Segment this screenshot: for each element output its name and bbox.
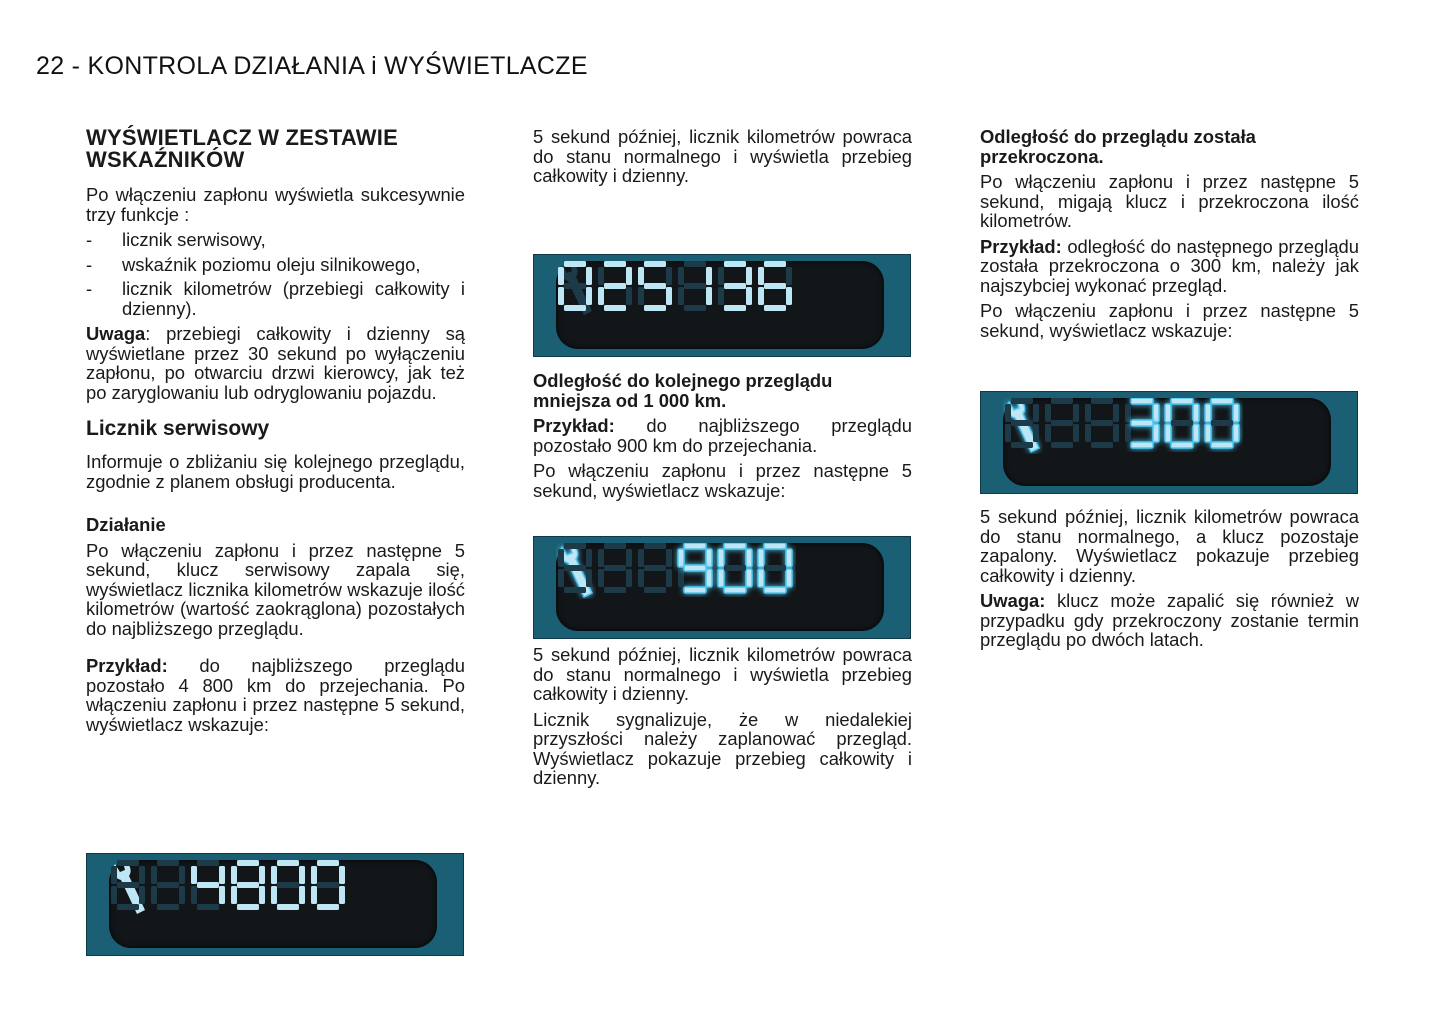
lcd-segment (764, 261, 786, 267)
lcd-digits (556, 543, 796, 597)
example-text: odległość do następnego przeglądu została przekroczona o 300 km, należy jak najszybciej wykonać przegląd. (980, 235, 1359, 296)
lcd-segment (644, 543, 666, 549)
lcd-segment (197, 904, 219, 910)
lcd-digits (1003, 398, 1243, 452)
lcd-segment (764, 543, 786, 549)
lcd-segment (564, 261, 586, 267)
lcd-segment (339, 886, 345, 904)
lcd-segment (1165, 404, 1171, 422)
lcd-segment (197, 882, 219, 888)
lcd-segment (718, 287, 724, 305)
lcd-segment (758, 569, 764, 587)
lcd-segment (317, 882, 339, 888)
lcd-segment (1233, 424, 1239, 442)
example-paragraph (980, 237, 1359, 296)
lcd-segment (706, 267, 712, 285)
lcd-segment (157, 882, 179, 888)
lcd-segment (598, 569, 604, 587)
lcd-segment (638, 287, 644, 305)
odometer-display-300 (980, 391, 1358, 494)
lcd-segment (1051, 442, 1073, 448)
lcd-segment (598, 287, 604, 305)
lcd-segment (644, 587, 666, 593)
lcd-segment (151, 866, 157, 884)
example-label: Przykład: (533, 415, 615, 436)
lcd-segment (684, 587, 706, 593)
lcd-segment (311, 886, 317, 904)
lcd-segment (1171, 442, 1193, 448)
odometer-display-025136 (533, 254, 911, 357)
lcd-segment (259, 866, 265, 884)
lcd-segment (1131, 420, 1153, 426)
lcd-segment (271, 866, 277, 884)
lcd-segment (604, 543, 626, 549)
list-item: - wskaźnik poziomu oleju silnikowego, (86, 255, 465, 275)
lcd-segment (604, 305, 626, 311)
lcd-segment (764, 565, 786, 571)
lcd-segment (299, 866, 305, 884)
column-3 (980, 127, 1359, 346)
odometer-display-4800 (86, 853, 464, 956)
note-label: Uwaga: (980, 590, 1046, 611)
lcd-segment (706, 569, 712, 587)
operation-title: Działanie (86, 514, 166, 535)
lcd-segment (151, 886, 157, 904)
column-2-middle (533, 371, 912, 506)
lcd-segment (684, 543, 706, 549)
section-heading: Odległość do przeglądu została przekroczona. (980, 126, 1256, 167)
lcd-segment (586, 569, 592, 587)
lcd-segment (219, 886, 225, 904)
lcd-screen (556, 543, 884, 631)
lcd-segment (1085, 424, 1091, 442)
lcd-segment (626, 569, 632, 587)
lcd-segment (764, 587, 786, 593)
lcd-segment (746, 287, 752, 305)
lcd-segment (1113, 404, 1119, 422)
lcd-segment (179, 886, 185, 904)
lcd-segment (1073, 404, 1079, 422)
lcd-screen (1003, 398, 1331, 486)
lcd-segment (1211, 420, 1233, 426)
lcd-segment (724, 543, 746, 549)
lcd-segment (191, 866, 197, 884)
lcd-segment (1011, 420, 1033, 426)
lcd-segment (586, 287, 592, 305)
lcd-segment (564, 305, 586, 311)
lcd-segment (598, 267, 604, 285)
lcd-segment (1193, 404, 1199, 422)
lcd-segment (684, 305, 706, 311)
lcd-segment (644, 565, 666, 571)
lcd-segment (139, 866, 145, 884)
lcd-segment (259, 886, 265, 904)
lcd-segment (644, 283, 666, 289)
paragraph: Po włączeniu zapłonu i przez następne 5 sekund, wyświetlacz wskazuje: (533, 460, 912, 501)
lcd-segment (746, 267, 752, 285)
lcd-segment (179, 866, 185, 884)
lcd-segment (706, 549, 712, 567)
lcd-segment (277, 904, 299, 910)
lcd-segment (638, 569, 644, 587)
lcd-segment (1085, 404, 1091, 422)
lcd-segment (117, 860, 139, 866)
lcd-segment (231, 886, 237, 904)
lcd-segment (604, 587, 626, 593)
lcd-segment (1033, 404, 1039, 422)
note-label: Uwaga (86, 323, 146, 344)
lcd-segment (786, 287, 792, 305)
lcd-segment (718, 549, 724, 567)
paragraph: Po włączeniu zapłonu i przez następne 5 sekund, migają klucz i przekroczona ilość kilometrów. (980, 171, 1359, 231)
lcd-segment (1153, 424, 1159, 442)
lcd-segment (758, 549, 764, 567)
lcd-segment (157, 904, 179, 910)
lcd-segment (666, 287, 672, 305)
lcd-segment (718, 569, 724, 587)
lcd-segment (724, 587, 746, 593)
lcd-segment (678, 569, 684, 587)
lcd-segment (746, 549, 752, 567)
odometer-display-900 (533, 536, 911, 639)
lcd-segment (586, 267, 592, 285)
lcd-segment (644, 305, 666, 311)
lcd-segment (1211, 398, 1233, 404)
subsection-title: Licznik serwisowy (86, 417, 270, 440)
lcd-segment (139, 886, 145, 904)
lcd-segment (277, 860, 299, 866)
lcd-segment (1005, 404, 1011, 422)
lcd-segment (1165, 424, 1171, 442)
lcd-segment (111, 866, 117, 884)
note-paragraph (980, 591, 1359, 650)
lcd-segment (197, 860, 219, 866)
lcd-segment (564, 543, 586, 549)
lcd-segment (1113, 424, 1119, 442)
lcd-segment (558, 267, 564, 285)
lcd-segment (1211, 442, 1233, 448)
lcd-segment (558, 287, 564, 305)
note-text: klucz może zapalić się również w przypadku gdy przekroczony zostanie termin przeglądu po dwóch latach. (980, 590, 1359, 650)
subsection-text: Informuje o zbliżaniu się kolejnego przeglądu, zgodnie z planem obsługi producenta. (86, 451, 465, 492)
lcd-segment (724, 261, 746, 267)
lcd-segment (339, 866, 345, 884)
lcd-segment (1051, 420, 1073, 426)
lcd-segment (724, 283, 746, 289)
lcd-segment (271, 886, 277, 904)
lcd-segment (626, 549, 632, 567)
lcd-screen (109, 860, 437, 948)
list-item: - licznik kilometrów (przebiegi całkowity i dzienny). (86, 279, 465, 318)
function-list (86, 230, 465, 318)
lcd-segment (1131, 442, 1153, 448)
lcd-segment (558, 569, 564, 587)
lcd-digits (109, 860, 349, 914)
lcd-segment (586, 549, 592, 567)
lcd-segment (1205, 424, 1211, 442)
paragraph: 5 sekund później, licznik kilometrów powraca do stanu normalnego i wyświetla przebieg całkowity i dzienny. (533, 126, 912, 186)
section-heading: Odległość do kolejnego przeglądu mniejsza od 1 000 km. (533, 370, 833, 411)
lcd-segment (718, 267, 724, 285)
lcd-digits (556, 261, 796, 315)
lcd-segment (684, 565, 706, 571)
lcd-segment (706, 287, 712, 305)
lcd-segment (191, 886, 197, 904)
paragraph: Po włączeniu zapłonu i przez następne 5 sekund, wyświetlacz wskazuje: (980, 300, 1359, 341)
lcd-segment (758, 267, 764, 285)
lcd-segment (598, 549, 604, 567)
lcd-segment (764, 283, 786, 289)
lcd-segment (1233, 404, 1239, 422)
lcd-screen (556, 261, 884, 349)
lcd-segment (1193, 424, 1199, 442)
lcd-segment (1051, 398, 1073, 404)
list-item: - licznik serwisowy, (86, 230, 465, 250)
lcd-segment (1045, 404, 1051, 422)
lcd-segment (786, 549, 792, 567)
paragraph: 5 sekund później, licznik kilometrów powraca do stanu normalnego i wyświetla przebieg całkowity i dzienny. (533, 644, 912, 704)
lcd-segment (564, 587, 586, 593)
lcd-segment (764, 305, 786, 311)
lcd-segment (684, 283, 706, 289)
lcd-segment (1045, 424, 1051, 442)
lcd-segment (724, 305, 746, 311)
lcd-segment (219, 866, 225, 884)
lcd-segment (1091, 398, 1113, 404)
lcd-segment (237, 882, 259, 888)
lcd-segment (666, 549, 672, 567)
note-paragraph (86, 324, 465, 402)
page-title: 22 - KONTROLA DZIAŁANIA i WYŚWIETLACZE (36, 52, 588, 80)
example-text: do najbliższego przeglądu pozostało 4 800 km do przejechania. Po włączeniu zapłonu i przez następne 5 sekund, wyświetlacz wskazuje: (86, 655, 465, 735)
lcd-segment (678, 287, 684, 305)
example-label: Przykład: (980, 235, 1062, 257)
lcd-segment (1171, 420, 1193, 426)
lcd-segment (317, 860, 339, 866)
lcd-segment (111, 886, 117, 904)
lcd-segment (237, 904, 259, 910)
lcd-segment (1131, 398, 1153, 404)
lcd-segment (558, 549, 564, 567)
intro-text: Po włączeniu zapłonu wyświetla sukcesywnie trzy funkcje : (86, 184, 465, 225)
column-1 (86, 127, 465, 740)
lcd-segment (786, 569, 792, 587)
lcd-segment (638, 267, 644, 285)
lcd-segment (277, 882, 299, 888)
operation-text: Po włączeniu zapłonu i przez następne 5 sekund, klucz serwisowy zapala się, wyświetlacz licznika kilometrów wskazuje ilość kilometrów (wartość zaokrąglona) pozostałych do najbliższego przeglądu. (86, 539, 465, 639)
paragraph: Licznik sygnalizuje, że w niedalekiej przyszłości należy zaplanować przegląd. Wyświetlacz pokazuje przebieg całkowity i dzienny. (533, 708, 912, 788)
lcd-segment (684, 261, 706, 267)
lcd-segment (1125, 424, 1131, 442)
lcd-segment (604, 261, 626, 267)
lcd-segment (666, 267, 672, 285)
column-3-bottom (980, 507, 1359, 656)
lcd-segment (564, 283, 586, 289)
lcd-segment (678, 267, 684, 285)
lcd-segment (1125, 404, 1131, 422)
lcd-segment (317, 904, 339, 910)
example-text: do najbliższego przeglądu pozostało 900 km do przejechania. (533, 415, 912, 456)
lcd-segment (666, 569, 672, 587)
lcd-segment (1033, 424, 1039, 442)
lcd-segment (786, 267, 792, 285)
lcd-segment (311, 866, 317, 884)
lcd-segment (1073, 424, 1079, 442)
lcd-segment (758, 287, 764, 305)
section-heading: WYŚWIETLACZ W ZESTAWIE WSKAŹNIKÓW (86, 125, 398, 172)
lcd-segment (644, 261, 666, 267)
column-2 (533, 127, 912, 192)
lcd-segment (1091, 442, 1113, 448)
lcd-segment (1153, 404, 1159, 422)
lcd-segment (1011, 398, 1033, 404)
lcd-segment (299, 886, 305, 904)
lcd-segment (724, 565, 746, 571)
lcd-segment (604, 283, 626, 289)
lcd-segment (237, 860, 259, 866)
lcd-segment (157, 860, 179, 866)
lcd-segment (746, 569, 752, 587)
lcd-segment (564, 565, 586, 571)
lcd-segment (638, 549, 644, 567)
lcd-segment (1011, 442, 1033, 448)
lcd-segment (626, 267, 632, 285)
lcd-segment (678, 549, 684, 567)
column-2-bottom (533, 645, 912, 794)
lcd-segment (1091, 420, 1113, 426)
lcd-segment (604, 565, 626, 571)
lcd-segment (626, 287, 632, 305)
lcd-segment (1005, 424, 1011, 442)
example-label: Przykład: (86, 655, 168, 676)
lcd-segment (231, 866, 237, 884)
lcd-segment (117, 882, 139, 888)
example-paragraph (533, 416, 912, 455)
lcd-segment (117, 904, 139, 910)
example-paragraph (86, 656, 465, 734)
paragraph: 5 sekund później, licznik kilometrów powraca do stanu normalnego, a klucz pozostaje zapalony. Wyświetlacz pokazuje przebieg całkowity i dzienny. (980, 506, 1359, 586)
lcd-segment (1205, 404, 1211, 422)
note-text: : przebiegi całkowity i dzienny są wyświetlane przez 30 sekund po wyłączeniu zapłonu, po otwarciu drzwi kierowcy, jak też po zaryglowaniu lub odryglowaniu pojazdu. (86, 323, 465, 403)
lcd-segment (1171, 398, 1193, 404)
